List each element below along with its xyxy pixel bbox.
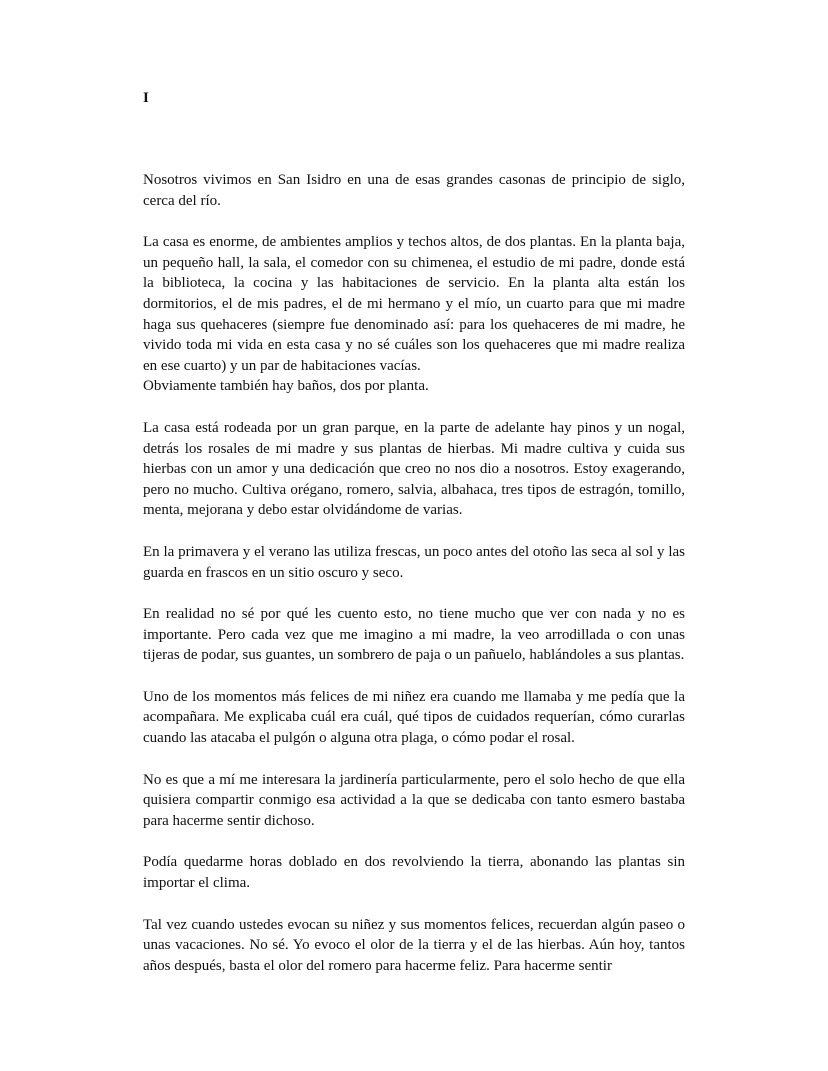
paragraph-9: Podía quedarme horas doblado en dos revolviendo la tierra, abonando las plantas sin importar el clima. — [143, 854, 685, 892]
paragraph-7: Uno de los momentos más felices de mi niñez era cuando me llamaba y me pedía que la acompañara. Me explicaba cuál era cuál, qué tipos de cuidados requerían, cómo curarlas cuando las atacaba el pulgón o alguna otra plaga, o cómo podar el rosal. — [143, 688, 685, 747]
paragraph-10: Tal vez cuando ustedes evocan su niñez y sus momentos felices, recuerdan algún paseo o unas vacaciones. No sé. Yo evoco el olor de la tierra y el de las hierbas. Aún hoy, tantos años después, basta el olor del romero para hacerme feliz. Para hacerme sentir — [143, 916, 685, 974]
paragraph-6: En realidad no sé por qué les cuento esto, no tiene mucho que ver con nada y no es importante. Pero cada vez que me imagino a mi madre, la veo arrodillada o con unas tijeras de podar, sus guantes, un sombrero de paja o un pañuelo, hablándoles a sus plantas. — [143, 606, 685, 664]
paragraph-8: No es que a mí me interesara la jardinería particularmente, pero el solo hecho de que ella quisiera compartir conmigo esa actividad a la que se dedicaba con tanto esmero bastaba para hacerme sentir dichoso. — [143, 771, 685, 829]
paragraph-1: Nosotros vivimos en San Isidro en una de esas grandes casonas de principio de siglo, cerca del río. — [143, 172, 685, 209]
document-page — [143, 88, 685, 997]
paragraph-4: La casa está rodeada por un gran parque, en la parte de adelante hay pinos y un nogal, detrás los rosales de mi madre y sus plantas de hierbas. Mi madre cultiva y cuida sus hierbas con un amor y una dedicación que creo no nos dio a nosotros. Estoy exagerando, pero no mucho. Cultiva orégano, romero, salvia, albahaca, tres tipos de estragón, tomillo, menta, mejorana y debo estar olvidándome de varias. — [143, 419, 685, 519]
paragraph-3: Obviamente también hay baños, dos por planta. — [143, 378, 429, 395]
paragraph-2: La casa es enorme, de ambientes amplios y techos altos, de dos plantas. En la planta baja, un pequeño hall, la sala, el comedor con su chimenea, el estudio de mi padre, donde está la biblioteca, la cocina y las habitaciones de servicio. En la planta alta están los dormitorios, el de mis padres, el de mi hermano y el mío, un cuarto para que mi madre haga sus quehaceres (siempre fue denominado así: para los quehaceres de mi madre, he vivido toda mi vida en esta casa y no sé cuáles son los quehaceres que mi madre realiza en ese cuarto) y un par de habitaciones vacías. — [143, 234, 685, 374]
chapter-heading: I — [143, 90, 149, 106]
paragraph-5: En la primavera y el verano las utiliza frescas, un poco antes del otoño las seca al sol y las guarda en frascos en un sitio oscuro y seco. — [143, 543, 685, 581]
